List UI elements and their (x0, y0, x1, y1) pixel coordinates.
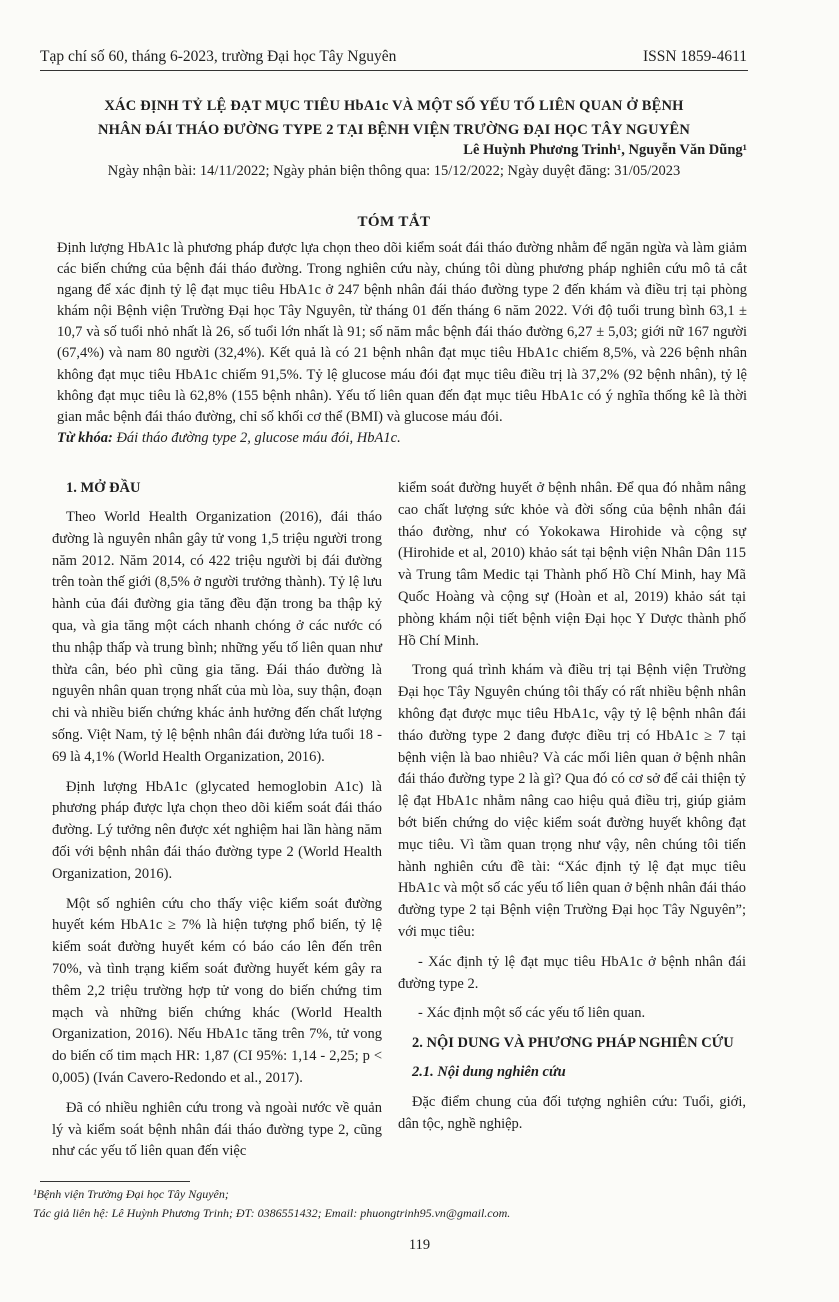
keywords-label: Từ khóa: (57, 429, 113, 446)
abstract-heading: TÓM TẮT (357, 214, 431, 230)
issn: ISSN 1859-4611 (642, 48, 747, 65)
affiliation-note: ¹Bệnh viện Trường Đại học Tây Nguyên; (33, 1187, 229, 1201)
left-column (52, 478, 382, 1171)
title-line-1: XÁC ĐỊNH TỶ LỆ ĐẠT MỤC TIÊU HbA1c VÀ MỘT SỐ YẾU TỐ LIÊN QUAN Ở BỆNH (104, 98, 684, 114)
journal-info: Tạp chí số 60, tháng 6-2023, trường Đại học Tây Nguyên (40, 48, 397, 65)
header-rule (40, 70, 748, 71)
footnotes (33, 1185, 733, 1223)
keywords (57, 428, 747, 449)
running-header (40, 48, 747, 66)
paragraph: Theo World Health Organization (2016), đái tháo đường là nguyên nhân gây tử vong 1,5 triệu người trong năm 2012. Năm 2014, có 422 triệu người bị đái đường trên toàn thế giới (8,5% ở người trưởng thành). Tỷ lệ lưu hành của đái đường gia tăng đều đặn trong ba thập kỷ qua, và gia tăng một cách nhanh chóng ở các nước có thu nhập thấp và trung bình; những yếu tố liên quan như thừa cân, béo phì cũng gia tăng. Đái tháo đường là nguyên nhân quan trọng nhất của mù lòa, suy thận, đoạn chi và nhiều biến chứng khác ảnh hưởng đến chất lượng sống. Việt Nam, tỷ lệ bệnh nhân đái đường lứa tuổi 18 - 69 là 4,1% (World Health Organization, 2016). (52, 509, 382, 765)
page-number: 119 (408, 1237, 431, 1253)
objective-item: - Xác định tỷ lệ đạt mục tiêu HbA1c ở bệnh nhân đái đường type 2. (398, 953, 746, 992)
paragraph: Đặc điểm chung của đối tượng nghiên cứu: Tuổi, giới, dân tộc, nghề nghiệp. (398, 1093, 746, 1132)
authors: Lê Huỳnh Phương Trinh¹, Nguyễn Văn Dũng¹ (463, 142, 747, 158)
right-column (398, 478, 746, 1144)
article-title (40, 94, 748, 142)
footnote-rule (40, 1181, 190, 1182)
subsection-2-1-title: 2.1. Nội dung nghiên cứu (412, 1064, 566, 1081)
abstract (57, 238, 747, 449)
abstract-text: Định lượng HbA1c là phương pháp được lựa chọn theo dõi kiểm soát đái tháo đường nhằm để ngăn ngừa và làm giảm các biến chứng của bệnh đái tháo đường. Trong nghiên cứu này, chúng tôi dùng phương pháp nghiên cứu mô tả cắt ngang để xác định tỷ lệ đạt mục tiêu HbA1c ở 247 bệnh nhân đái tháo đường type 2 đến khám và điều trị tại phòng khám nội Bệnh viện Trường Đại học Tây Nguyên, từ tháng 01 đến tháng 6 năm 2022. Với độ tuổi trung bình 63,1 ± 10,7 và số tuổi nhỏ nhất là 26, số tuổi lớn nhất là 91; số năm mắc bệnh đái tháo đường 6,27 ± 5,03; giới nữ 167 người (67,4%) và nam 80 người (32,4%). Kết quả là có 21 bệnh nhân đạt mục tiêu HbA1c chiếm 8,5%, và 226 bệnh nhân không đạt mục tiêu HbA1c chiếm 91,5%. Tỷ lệ glucose máu đói đạt mục tiêu điều trị là 37,2% (92 bệnh nhân), tỷ lệ không đạt mục tiêu là 62,8% (155 bệnh nhân). Yếu tố liên quan đến đạt mục tiêu HbA1c có ý nghĩa thống kê là thời gian mắc bệnh đái tháo đường, chỉ số khối cơ thể (BMI) và glucose máu đói. (57, 240, 747, 425)
paragraph: Một số nghiên cứu cho thấy việc kiểm soát đường huyết kém HbA1c ≥ 7% là hiện tượng phổ biến, tỷ lệ kiểm soát đường huyết kém có báo cáo lên đến trên 70%, và tình trạng kiểm soát đường huyết kém gây ra thêm 2,2 triệu trường hợp tử vong do biến chứng tim mạch và những biến chứng khác (World Health Organization, 2016). Nếu HbA1c tăng trên 7%, tử vong do biến cố tim mạch HR: 1,87 (CI 95%: 1,14 - 2,25; p < 0,005) (Iván Cavero-Redondo et al., 2017). (52, 895, 382, 1086)
paragraph: kiểm soát đường huyết ở bệnh nhân. Để qua đó nhằm nâng cao chất lượng sức khỏe và đời sống của bệnh nhân đái tháo đường, như có Yokokawa Hirohide và cộng sự (Hirohide et al, 2010) khảo sát tại bệnh viện Nhân Dân 115 và Trung tâm Medic tại Thành phố Hồ Chí Minh, hay Mã Quốc Hoàng và cộng sự (Hoàn et al, 2019) khảo sát tại phòng khám nội tiết bệnh viện Đại học Y Dược thành phố Hồ Chí Minh. (398, 480, 746, 649)
section-2-title: 2. NỘI DUNG VÀ PHƯƠNG PHÁP NGHIÊN CỨU (412, 1035, 734, 1052)
title-line-2: NHÂN ĐÁI THÁO ĐƯỜNG TYPE 2 TẠI BỆNH VIỆN TRƯỜNG ĐẠI HỌC TÂY NGUYÊN (97, 122, 691, 138)
submission-dates: Ngày nhận bài: 14/11/2022; Ngày phản biện thông qua: 15/12/2022; Ngày duyệt đăng: 31/05/2023 (107, 163, 681, 179)
keywords-text: Đái tháo đường type 2, glucose máu đói, HbA1c. (112, 429, 401, 446)
paragraph: Đã có nhiều nghiên cứu trong và ngoài nước về quản lý và kiểm soát bệnh nhân đái tháo đường type 2, cũng như các yếu tố liên quan đến việc (52, 1099, 382, 1160)
paragraph: Định lượng HbA1c (glycated hemoglobin A1c) là phương pháp được lựa chọn theo dõi kiểm soát đái tháo đường. Lý tưởng nên được xét nghiệm hai lần hàng năm đối với bệnh nhân đái tháo đường type 2 (World Health Organization, 2016). (52, 778, 382, 882)
objective-item: - Xác định một số các yếu tố liên quan. (418, 1005, 646, 1022)
contact-note: Tác giả liên hệ: Lê Huỳnh Phương Trinh; ĐT: 0386551432; Email: phuongtrinh95.vn@gmail.com. (33, 1206, 511, 1220)
section-1-title: 1. MỞ ĐẦU (66, 480, 141, 496)
paragraph: Trong quá trình khám và điều trị tại Bệnh viện Trường Đại học Tây Nguyên chúng tôi thấy có rất nhiều bệnh nhân không đạt được mục tiêu HbA1c, vậy tỷ lệ bệnh nhân đái tháo đường type 2 đang được điều trị có HbA1c ≥ 7 tại bệnh viện là bao nhiêu? Và các mối liên quan ở bệnh nhân đái tháo đường type 2 là gì? Qua đó có cơ sở để cải thiện tỷ lệ đạt HbA1c nhằm nâng cao hiệu quả điều trị, giúp giảm bớt biến chứng do việc kiểm soát đường huyết không đạt mục tiêu. Vì tầm quan trọng như vậy, nên chúng tôi tiến hành nghiên cứu đề tài: “Xác định tỷ lệ đạt mục tiêu HbA1c và một số các yếu tố liên quan ở bệnh nhân đái tháo đường type 2 tại Bệnh viện Trường Đại học Tây Nguyên”; với mục tiêu: (398, 662, 746, 940)
